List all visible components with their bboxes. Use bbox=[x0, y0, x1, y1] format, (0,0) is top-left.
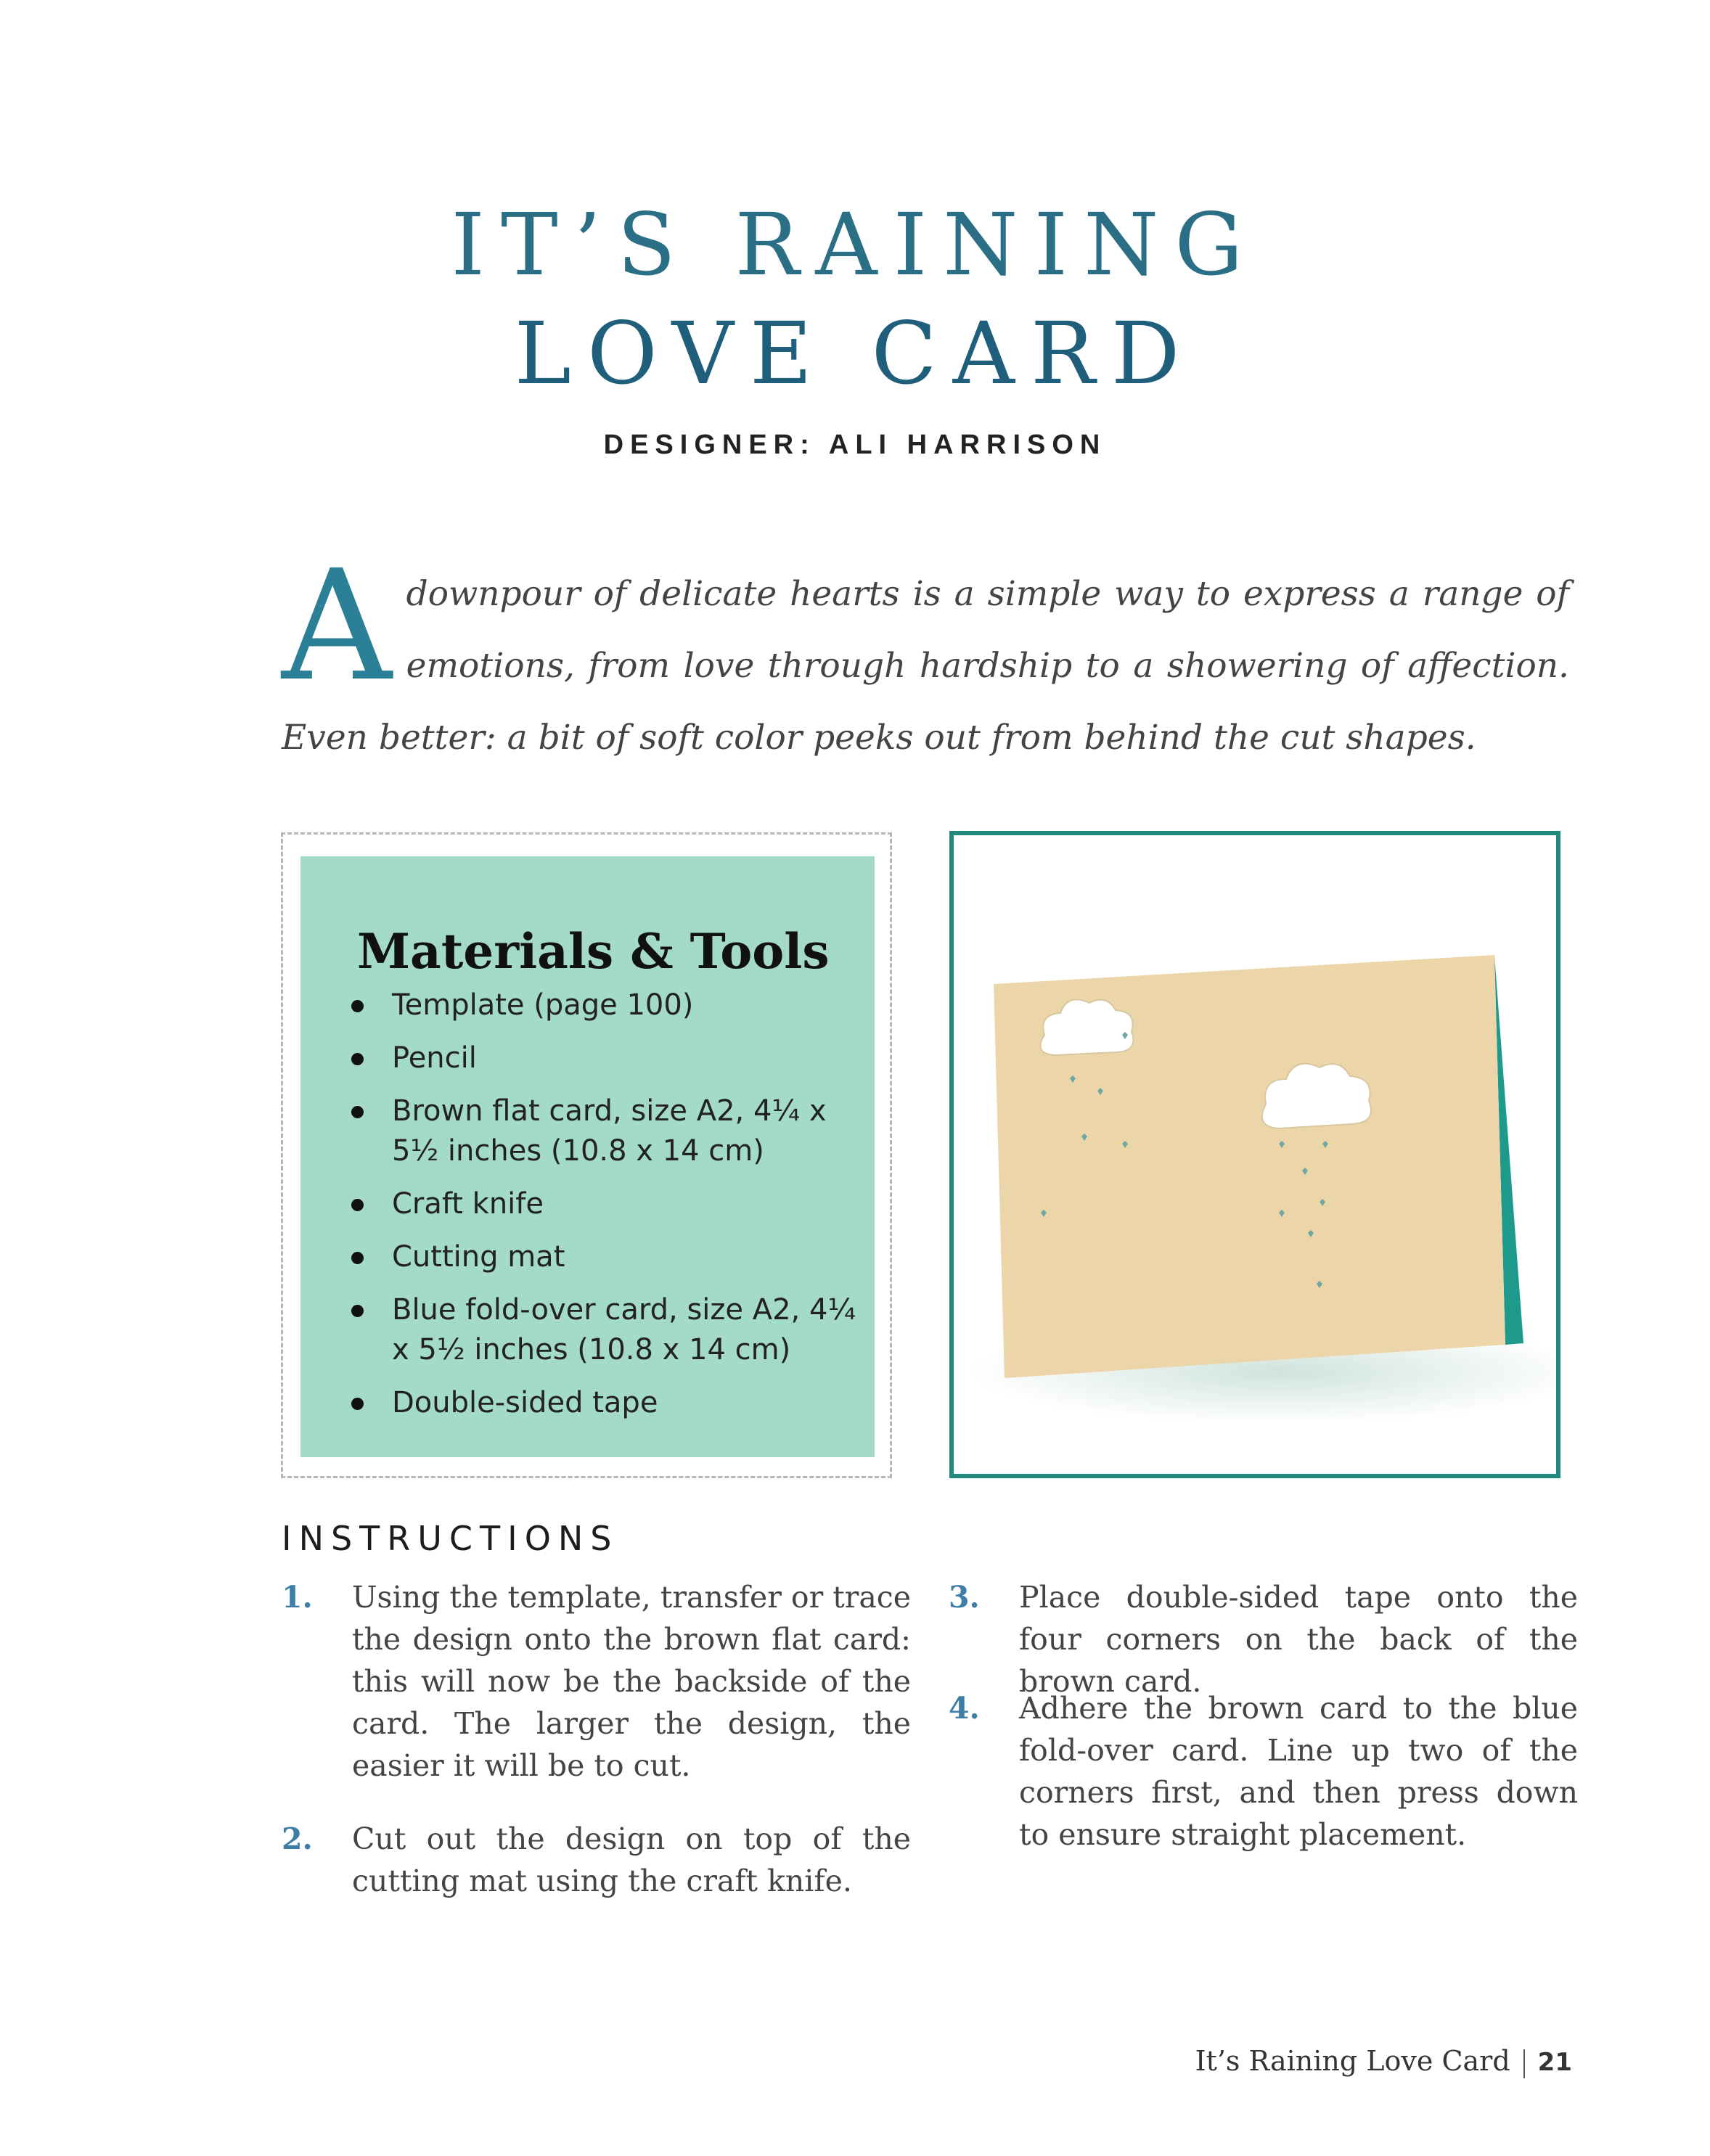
list-item: Brown flat card, size A2, 4¼ x 5½ inches (10.8 x 14 cm) bbox=[351, 1091, 859, 1171]
bullet-icon bbox=[351, 1305, 364, 1317]
bullet-icon bbox=[351, 1053, 364, 1065]
instructions-heading: INSTRUCTIONS bbox=[282, 1519, 619, 1558]
footer-divider bbox=[1523, 2049, 1525, 2078]
materials-list bbox=[351, 985, 859, 1436]
step-number: 3. bbox=[949, 1580, 980, 1615]
designer-credit: DESIGNER: ALI HARRISON bbox=[603, 430, 1107, 460]
list-item: Template (page 100) bbox=[351, 985, 859, 1025]
drop-cap: A bbox=[282, 537, 392, 715]
list-item: Pencil bbox=[351, 1038, 859, 1078]
list-item: Blue fold-over card, size A2, 4¼ x 5½ inches (10.8 x 14 cm) bbox=[351, 1290, 859, 1370]
running-title: It’s Raining Love Card bbox=[1195, 2045, 1510, 2077]
bullet-icon bbox=[351, 1252, 364, 1264]
materials-title: Materials & Tools bbox=[357, 923, 830, 980]
title-line-1: IT’S RAINING bbox=[451, 194, 1259, 295]
materials-box bbox=[300, 856, 875, 1457]
list-item: Craft knife bbox=[351, 1184, 859, 1224]
step-text: Using the template, transfer or trace the design onto the brown flat card: this will now be the backside of the card. The larger the design, the easier it will be to cut. bbox=[352, 1580, 911, 1783]
intro-paragraph bbox=[282, 537, 1569, 774]
bullet-icon bbox=[351, 1398, 364, 1410]
list-item: Double-sided tape bbox=[351, 1383, 859, 1423]
title-line-2: LOVE CARD bbox=[514, 303, 1196, 403]
page-number: 21 bbox=[1537, 2048, 1572, 2077]
list-item: Cutting mat bbox=[351, 1237, 859, 1277]
bullet-icon bbox=[351, 1000, 364, 1012]
step-text: Place double-sided tape onto the four corners on the back of the brown card. bbox=[1019, 1580, 1578, 1699]
intro-text: downpour of delicate hearts is a simple way to express a range of emotions, from love through hardship to a showering of affection. Even better: a bit of soft color peeks out from behind the cut shapes. bbox=[282, 574, 1569, 758]
bullet-icon bbox=[351, 1106, 364, 1118]
step-number: 4. bbox=[949, 1691, 980, 1726]
step-text: Cut out the design on top of the cutting mat using the craft knife. bbox=[352, 1821, 911, 1898]
step-text: Adhere the brown card to the blue fold-over card. Line up two of the corners first, and then press down to ensure straight placement. bbox=[1019, 1691, 1578, 1852]
card-photo bbox=[954, 835, 1556, 1474]
step-number: 1. bbox=[282, 1580, 313, 1615]
step-number: 2. bbox=[282, 1821, 313, 1856]
materials-panel bbox=[281, 832, 892, 1478]
page-footer bbox=[1195, 2045, 1572, 2078]
card-photo-frame bbox=[949, 831, 1560, 1478]
bullet-icon bbox=[351, 1199, 364, 1211]
